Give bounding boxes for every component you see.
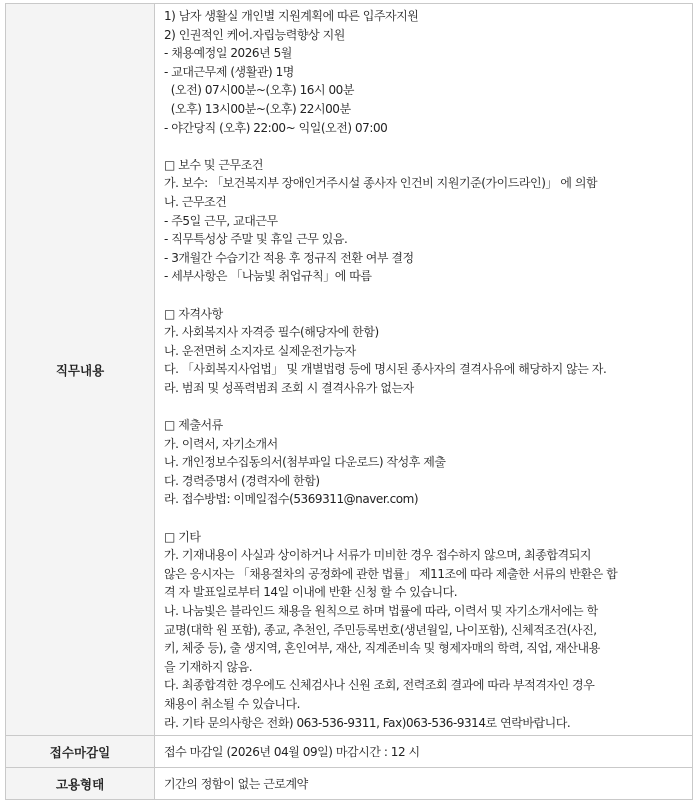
description-line: 라. 범죄 및 성폭력범죄 조회 시 결격사유가 없는자	[164, 380, 414, 395]
description-line: 교명(대학 원 포함), 종교, 추천인, 주민등록번호(생년월일, 나이포함), 신체적조건(사진,	[164, 622, 597, 637]
description-line: 나. 운전면허 소지자로 실제운전가능자	[164, 343, 356, 358]
description-line: 키, 체중 등), 출 생지역, 혼인여부, 재산, 직계존비속 및 형제자매의 학력, 직업, 재산내용	[164, 641, 600, 656]
description-line: 다. 최종합격한 경우에도 신체검사나 신원 조회, 전력조회 결과에 따라 부적격자인 경우	[164, 678, 595, 693]
description-line: □ 자격사항	[164, 306, 223, 321]
description-line: - 3개월간 수습기간 적용 후 정규직 전환 여부 결정	[164, 250, 414, 265]
description-line: □ 제출서류	[164, 418, 223, 433]
deadline-label: 접수마감일	[6, 736, 155, 768]
description-line: 나. 근무조건	[164, 194, 227, 209]
description-line: 다. 경력증명서 (경력자에 한함)	[164, 473, 320, 488]
description-line: 가. 사회복지사 자격증 필수(해당자에 한함)	[164, 325, 379, 340]
description-line: - 야간당직 (오후) 22:00~ 익일(오전) 07:00	[164, 120, 388, 135]
description-line: 나. 개인정보수집동의서(첨부파일 다운로드) 작성후 제출	[164, 455, 446, 470]
description-line: - 직무특성상 주말 및 휴일 근무 있음.	[164, 232, 348, 247]
description-line: - 채용예정일 2026년 5월	[164, 46, 292, 61]
job-description-label: 직무내용	[6, 4, 155, 736]
job-description-row	[6, 4, 693, 736]
description-line: 다. 「사회복지사업법」 및 개별법령 등에 명시된 종사자의 결격사유에 해당하지 않는 자.	[164, 362, 607, 377]
description-line: 채용이 취소될 수 있습니다.	[164, 696, 301, 711]
description-line: 가. 이력서, 자기소개서	[164, 436, 278, 451]
description-line: - 세부사항은 「나눔빛 취업규칙」에 따름	[164, 269, 372, 284]
job-description-content	[155, 4, 693, 736]
blank-line	[164, 137, 686, 156]
job-description-lines	[164, 4, 686, 735]
description-line: 라. 접수방법: 이메일접수(5369311@naver.com)	[164, 492, 419, 507]
blank-line	[164, 509, 686, 528]
deadline-row	[6, 736, 693, 768]
description-line: 라. 기타 문의사항은 전화) 063-536-9311, Fax)063-536-9314로 연락바랍니다.	[164, 715, 571, 730]
description-line: 격 자 발표일로부터 14일 이내에 반환 신청 할 수 있습니다.	[164, 585, 458, 600]
description-line: 나. 나눔빛은 블라인드 채용을 원칙으로 하며 법률에 따라, 이력서 및 자기소개서에는 학	[164, 604, 598, 618]
employment-type-value: 기간의 정함이 없는 근로계약	[155, 768, 693, 800]
description-line: 않은 응시자는 「채용절차의 공정화에 관한 법률」 제11조에 따라 제출한 서류의 반환은 합	[164, 566, 618, 581]
description-line: □ 기타	[164, 529, 201, 544]
description-line: - 교대근무제 (생활관) 1명	[164, 64, 294, 79]
description-line: (오전) 07시00분~(오후) 16시 00분	[164, 83, 354, 98]
employment-type-label: 고용형태	[6, 768, 155, 800]
description-line: (오후) 13시00분~(오후) 22시00분	[164, 101, 351, 116]
description-line: □ 보수 및 근무조건	[164, 157, 263, 172]
description-line: 가. 보수: 「보건복지부 장애인거주시설 종사자 인건비 지원기준(가이드라인)」 에 의함	[164, 176, 598, 191]
description-line: - 주5일 근무, 교대근무	[164, 213, 278, 228]
description-line: 을 기재하지 않음.	[164, 659, 253, 674]
description-line: 2) 인권적인 케어.자립능력향상 지원	[164, 27, 345, 42]
employment-type-row	[6, 768, 693, 800]
blank-line	[164, 286, 686, 305]
description-line: 1) 남자 생활실 개인별 지원계획에 따른 입주자지원	[164, 9, 419, 23]
job-posting-table	[5, 3, 693, 800]
deadline-value: 접수 마감일 (2026년 04월 09일) 마감시간 : 12 시	[155, 736, 693, 768]
blank-line	[164, 397, 686, 416]
description-line: 가. 기재내용이 사실과 상이하거나 서류가 미비한 경우 접수하지 않으며, 최종합격되지	[164, 548, 591, 563]
